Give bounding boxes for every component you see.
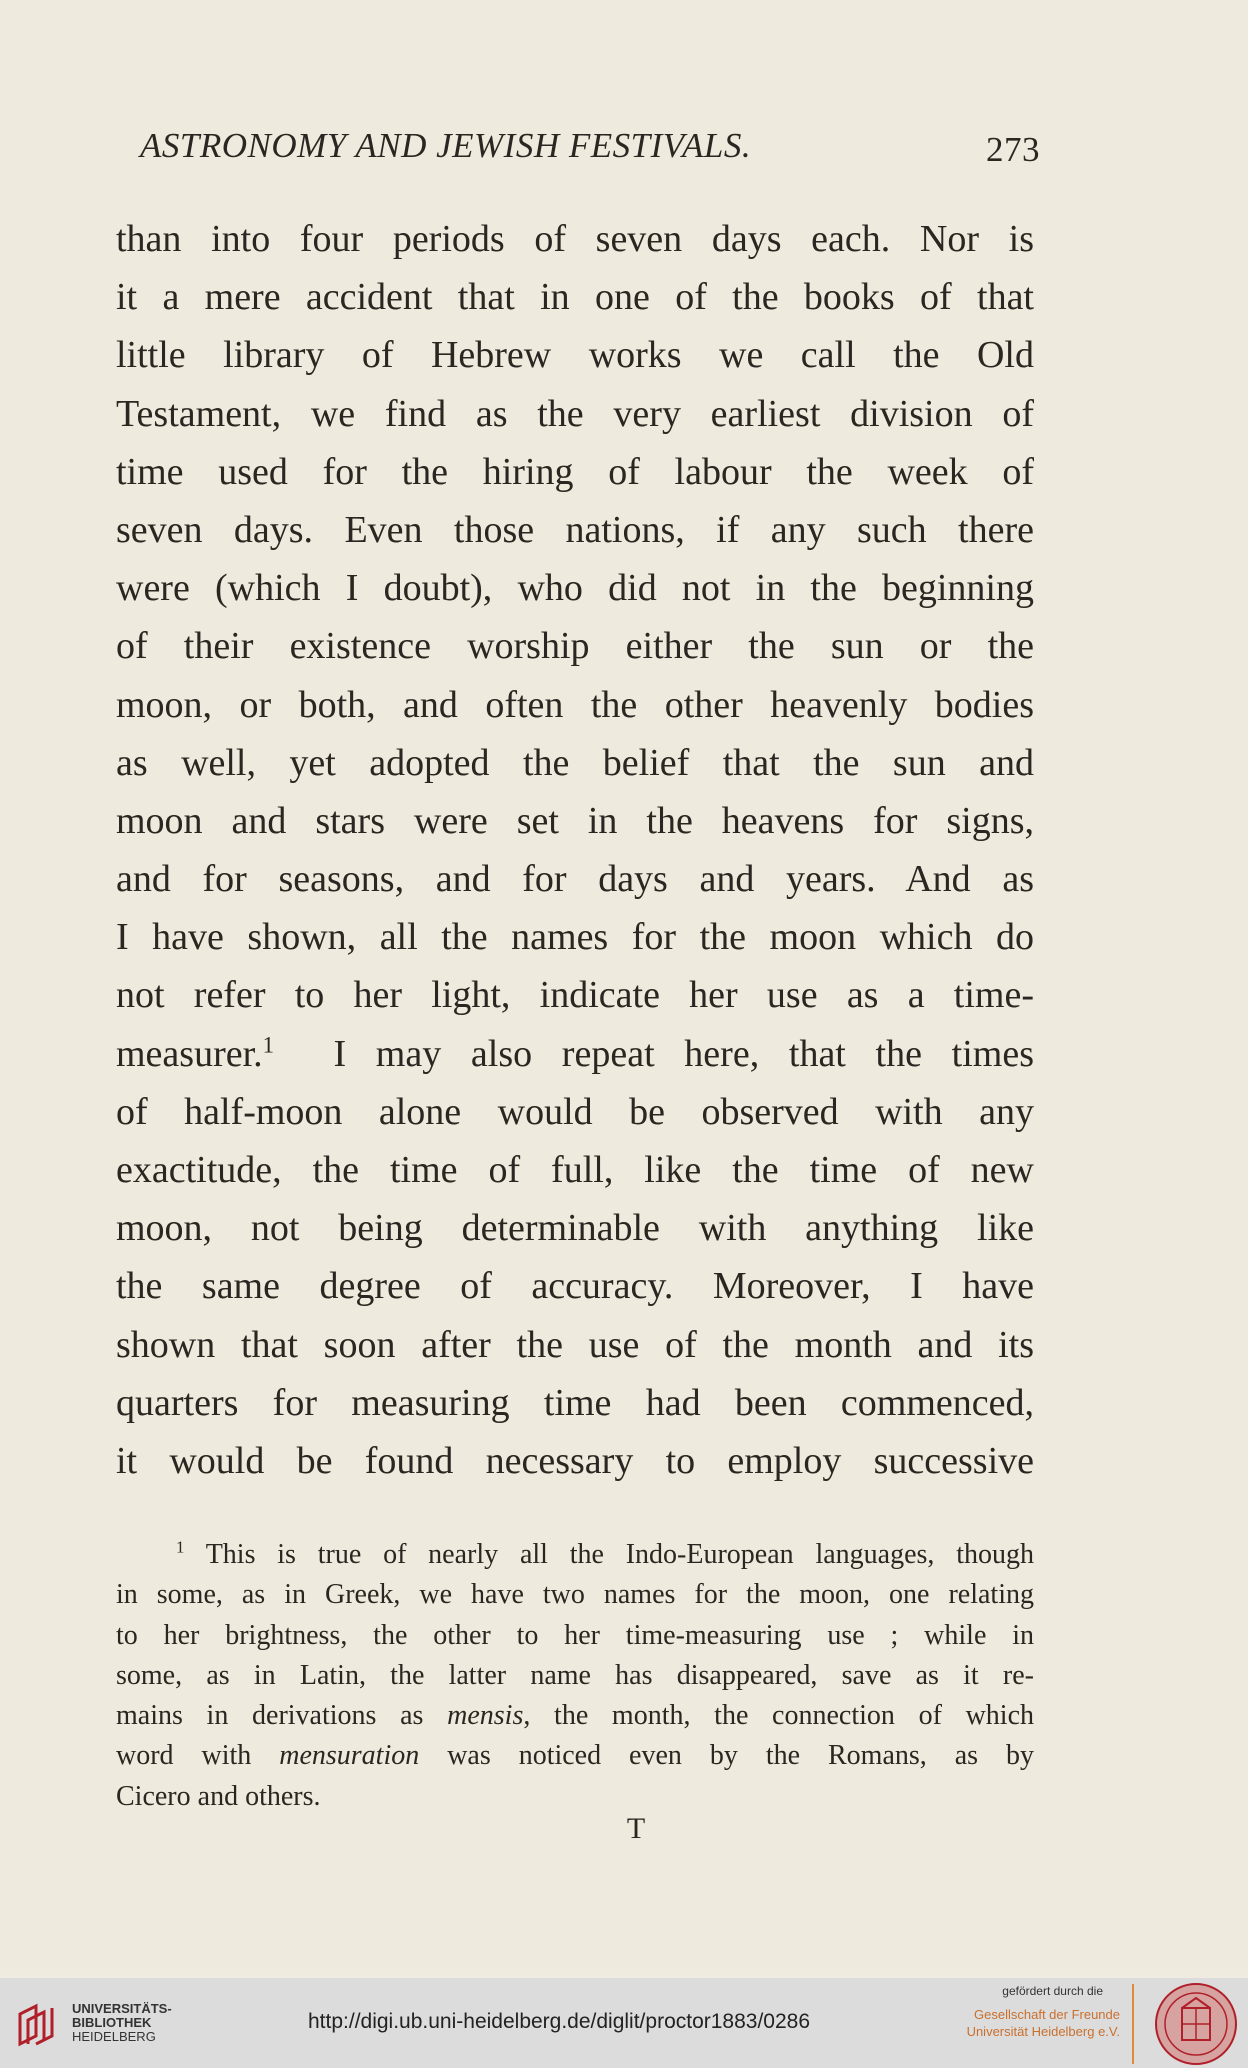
footnote-line: some, as in Latin, the latter name has disappeared, save as it re- — [116, 1659, 1034, 1691]
sponsor-caption: gefördert durch die — [1002, 1984, 1103, 1998]
text-line: of half-moon alone would be observed with any — [116, 1090, 1034, 1133]
library-name-line: UNIVERSITÄTS- — [72, 2001, 172, 2016]
library-logo-icon — [14, 2000, 64, 2050]
text-line: time used for the hiring of labour the week of — [116, 450, 1034, 493]
text-line: moon, not being determinable with anything like — [116, 1207, 1034, 1250]
text-fragment: was noticed even by the Romans, as by — [419, 1740, 1034, 1772]
text-fragment: measurer. — [116, 1032, 263, 1075]
library-name — [72, 2002, 172, 2044]
footnote-line — [116, 1736, 1034, 1776]
footer-bar — [0, 1978, 1248, 2068]
sponsor-name — [967, 2006, 1120, 2040]
text-line: moon, or both, and often the other heavenly bodies — [116, 683, 1034, 726]
text-fragment: , the month, the connection of which — [523, 1700, 1034, 1732]
text-line: not refer to her light, indicate her use as a time- — [116, 974, 1034, 1017]
text-line: exactitude, the time of full, like the time of new — [116, 1149, 1034, 1191]
text-line: moon and stars were set in the heavens for signs, — [116, 799, 1034, 842]
text-line: the same degree of accuracy. Moreover, I have — [116, 1265, 1034, 1308]
text-line: little library of Hebrew works we call the Old — [116, 334, 1034, 377]
university-seal-icon — [1154, 1982, 1238, 2066]
text-line: were (which I doubt), who did not in the beginning — [116, 567, 1034, 610]
running-title: ASTRONOMY AND JEWISH FESTIVALS. — [140, 126, 752, 165]
signature-mark: T — [626, 1812, 646, 1845]
text-line: Testament, we find as the very earliest division of — [116, 392, 1034, 435]
text-line: quarters for measuring time had been commenced, — [116, 1381, 1034, 1424]
footnote-marker: 1 — [176, 1537, 185, 1557]
italic-term: mensuration — [279, 1740, 420, 1772]
text-line: shown that soon after the use of the month and its — [116, 1323, 1034, 1366]
text-line: I have shown, all the names for the moon which do — [116, 916, 1034, 959]
sponsor-name-line: Universität Heidelberg e.V. — [966, 2024, 1120, 2039]
text-line: of their existence worship either the sun or the — [116, 625, 1034, 668]
text-line: as well, yet adopted the belief that the sun and — [116, 741, 1034, 784]
footnote-line: in some, as in Greek, we have two names for the moon, one relating — [116, 1579, 1034, 1611]
text-line: seven days. Even those nations, if any such there — [116, 508, 1034, 551]
sponsor-name-line: Gesellschaft der Freunde — [974, 2007, 1120, 2022]
page-number: 273 — [986, 130, 1040, 169]
footnote-line: to her brightness, the other to her time-measuring use ; while in — [116, 1619, 1034, 1651]
footnote-line: Cicero and others. — [116, 1780, 321, 1812]
library-name-line: HEIDELBERG — [72, 2029, 156, 2044]
text-fragment: mains in derivations as — [116, 1700, 448, 1732]
library-name-line: BIBLIOTHEK — [72, 2015, 152, 2030]
permalink-url[interactable]: http://digi.ub.uni-heidelberg.de/diglit/proctor1883/0286 — [308, 2010, 811, 2033]
text-line-with-footnote-ref — [116, 1025, 1034, 1083]
footnote-reference: 1 — [262, 1031, 275, 1057]
text-line: it would be found necessary to employ successive — [116, 1439, 1034, 1482]
text-line: it a mere accident that in one of the books of that — [116, 276, 1034, 319]
sponsor-divider — [1132, 1984, 1134, 2064]
text-fragment: I may also repeat here, that the times — [333, 1032, 1034, 1075]
running-header — [140, 118, 1040, 178]
footnote-line — [116, 1535, 1034, 1575]
footnote — [116, 1535, 1034, 1817]
text-fragment: word with — [116, 1740, 280, 1772]
text-line: than into four periods of seven days each. Nor is — [116, 218, 1034, 260]
italic-term: mensis — [447, 1700, 524, 1732]
footnote-line — [116, 1696, 1034, 1736]
body-text — [116, 210, 1034, 1490]
text-fragment: This is true of nearly all the Indo-European languages, though — [205, 1539, 1034, 1570]
text-line: and for seasons, and for days and years. And as — [116, 858, 1034, 901]
